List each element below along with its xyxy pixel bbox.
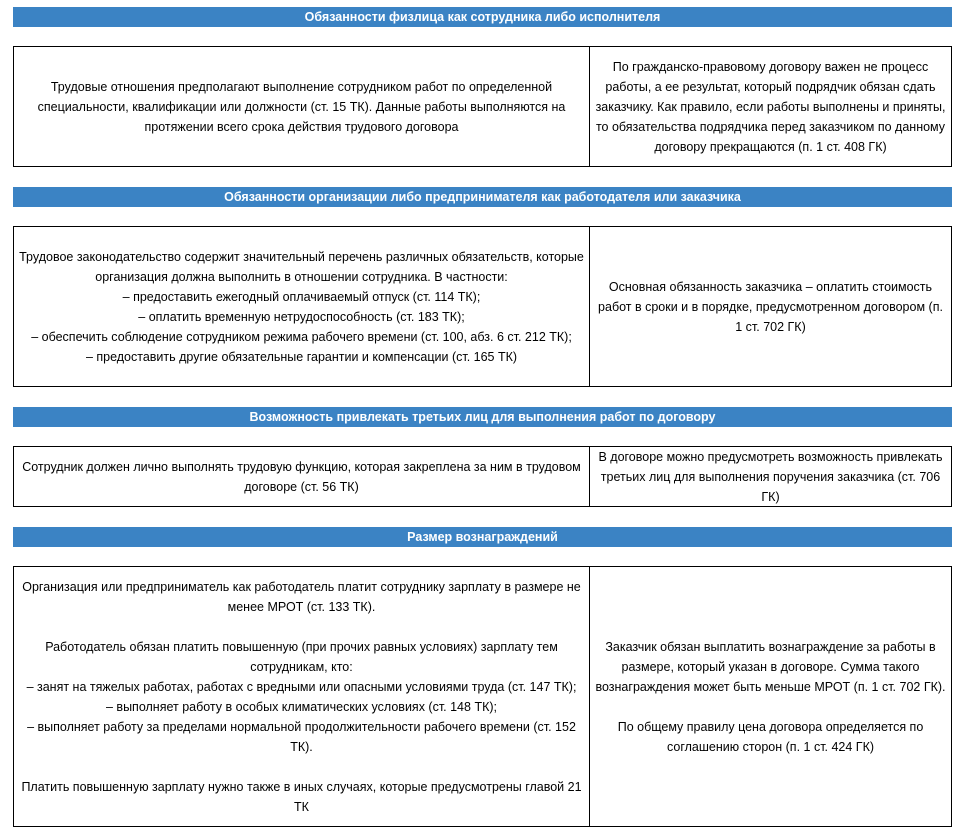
blank-line bbox=[593, 697, 948, 717]
list-item: – обеспечить соблюдение сотрудником режима рабочего времени (ст. 100, абз. 6 ст. 212 ТК); bbox=[31, 329, 572, 344]
blank-line bbox=[17, 757, 586, 777]
cell-text: Работодатель обязан платить повышенную (при прочих равных условиях) зарплату тем сотрудникам, кто: bbox=[45, 639, 558, 674]
labor-contract-cell bbox=[14, 447, 590, 506]
labor-contract-cell bbox=[14, 567, 590, 826]
list-item: – выполняет работу за пределами нормальной продолжительности рабочего времени (ст. 152 ТК). bbox=[27, 719, 576, 754]
list-item: – предоставить ежегодный оплачиваемый отпуск (ст. 114 ТК); bbox=[122, 289, 481, 304]
list-item: – занят на тяжелых работах, работах с вредными или опасными условиями труда (ст. 147 ТК); bbox=[26, 679, 577, 694]
section-header-duties-individual bbox=[13, 7, 952, 27]
blank-line bbox=[17, 617, 586, 637]
cell-text: Заказчик обязан выплатить вознаграждение за работы в размере, который указан в договоре. Сумма такого вознаграждения может быть меньше МРОТ (п. 1 ст. 702 ГК). bbox=[595, 639, 946, 694]
comparison-row-remuneration bbox=[13, 566, 952, 827]
list-item: – выполняет работу в особых климатических условиях (ст. 148 ТК); bbox=[106, 699, 497, 714]
comparison-row-duties-employer bbox=[13, 226, 952, 387]
section-title: Возможность привлекать третьих лиц для выполнения работ по договору bbox=[249, 410, 716, 424]
civil-contract-cell bbox=[590, 567, 951, 826]
cell-text: В договоре можно предусмотреть возможность привлекать третьих лиц для выполнения поручения заказчика (ст. 706 ГК) bbox=[598, 449, 943, 504]
cell-text: Основная обязанность заказчика – оплатить стоимость работ в сроки и в порядке, предусмотренном договором (п. 1 ст. 702 ГК) bbox=[598, 279, 943, 334]
cell-text: Платить повышенную зарплату нужно также в иных случаях, которые предусмотрены главой 21 ТК bbox=[21, 779, 582, 814]
cell-text: Трудовое законодательство содержит значительный перечень различных обязательств, которые организация должна выполнить в отношении сотрудника. В частности: bbox=[19, 249, 584, 284]
cell-text: По общему правилу цена договора определяется по соглашению сторон (п. 1 ст. 424 ГК) bbox=[617, 719, 924, 754]
list-item: – предоставить другие обязательные гарантии и компенсации (ст. 165 ТК) bbox=[85, 349, 518, 364]
cell-text: Трудовые отношения предполагают выполнение сотрудником работ по определенной специальности, квалификации или должности (ст. 15 ТК). Данные работы выполняются на протяжении всего срока действия трудового договора bbox=[37, 79, 566, 134]
comparison-row-duties-individual bbox=[13, 46, 952, 167]
list-item: – оплатить временную нетрудоспособность (ст. 183 ТК); bbox=[138, 309, 465, 324]
cell-text: По гражданско-правовому договору важен не процесс работы, а ее результат, который подрядчик обязан сдать заказчику. Как правило, если работы выполнены и приняты, то обязательства подрядчика перед заказчиком по данному договору прекращаются (п. 1 ст. 408 ГК) bbox=[595, 59, 946, 154]
civil-contract-cell bbox=[590, 447, 951, 506]
section-title: Обязанности физлица как сотрудника либо исполнителя bbox=[304, 10, 661, 24]
civil-contract-cell bbox=[590, 47, 951, 166]
section-header-third-parties bbox=[13, 407, 952, 427]
comparison-row-third-parties bbox=[13, 446, 952, 507]
section-header-duties-employer bbox=[13, 187, 952, 207]
cell-text: Сотрудник должен лично выполнять трудовую функцию, которая закреплена за ним в трудовом договоре (ст. 56 ТК) bbox=[22, 459, 581, 494]
labor-contract-cell bbox=[14, 47, 590, 166]
cell-text: Организация или предприниматель как работодатель платит сотруднику зарплату в размере не менее МРОТ (ст. 133 ТК). bbox=[22, 579, 581, 614]
section-header-remuneration bbox=[13, 527, 952, 547]
section-title: Размер вознаграждений bbox=[407, 530, 558, 544]
section-title: Обязанности организации либо предпринимателя как работодателя или заказчика bbox=[224, 190, 741, 204]
civil-contract-cell bbox=[590, 227, 951, 386]
labor-contract-cell bbox=[14, 227, 590, 386]
